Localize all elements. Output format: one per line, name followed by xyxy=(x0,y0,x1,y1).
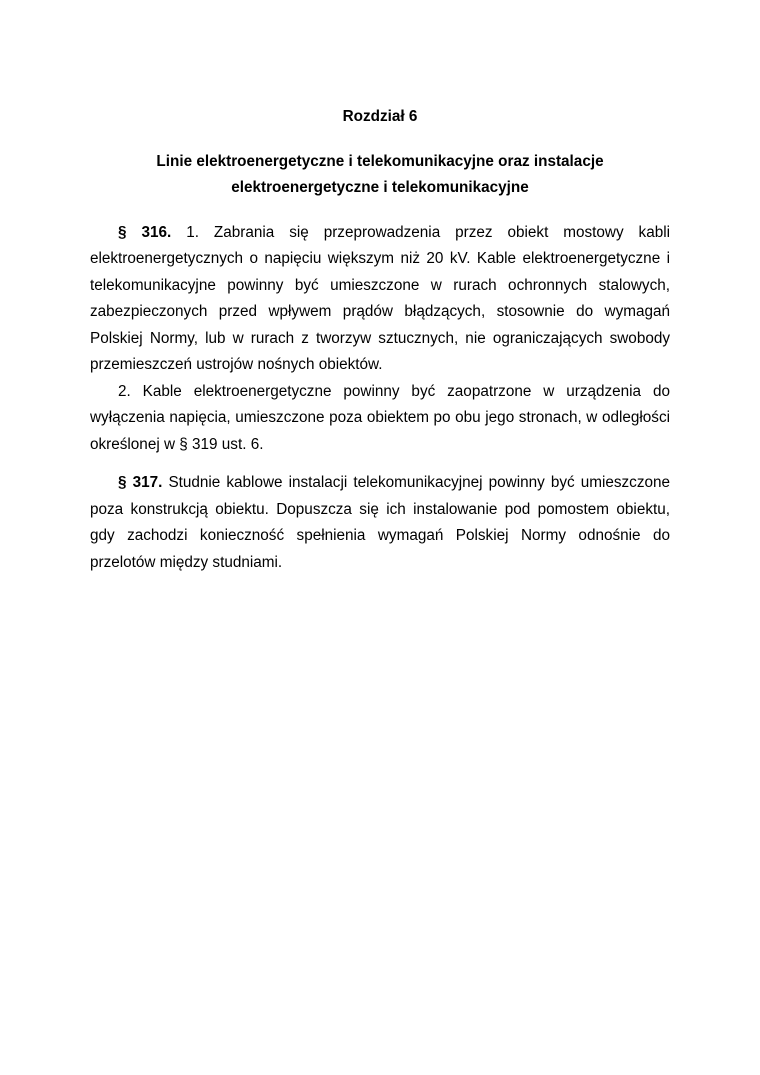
section-317-text-1: Studnie kablowe instalacji telekomunikacyjnej powinny być umieszczone poza konstrukcją obiektu. Dopuszcza się ich instalowanie pod pomostem obiektu, gdy zachodzi konieczność spełnienia wymagań Polskiej Normy odnośnie do przelotów między studniami. xyxy=(90,474,671,571)
section-317 xyxy=(90,470,670,576)
chapter-heading: Rozdział 6 xyxy=(342,108,418,125)
chapter-title-line-1: Linie elektroenergetyczne i telekomunikacyjne oraz instalacje xyxy=(156,152,604,170)
section-316-paragraph-2: 2. Kable elektroenergetyczne powinny być zaopatrzone w urządzenia do wyłączenia napięcia, umieszczone poza obiektem po obu jego stronach, w odległości określonej w § 319 ust. 6. xyxy=(90,382,670,453)
chapter-title-line-2: elektroenergetyczne i telekomunikacyjne xyxy=(231,179,529,196)
section-316-paragraph-1 xyxy=(90,220,670,379)
document-page xyxy=(90,104,670,576)
section-317-number: § 317. xyxy=(118,474,163,491)
section-317-paragraph-1 xyxy=(90,470,670,576)
chapter-title xyxy=(90,149,670,202)
section-316 xyxy=(90,220,670,459)
section-316-text-1: 1. Zabrania się przeprowadzenia przez obiekt mostowy kabli elektroenergetycznych o napięciu większym niż 20 kV. Kable elektroenergetyczne i telekomunikacyjne powinny być umieszczone w rurach ochronnych stalowych, zabezpieczonych przed wpływem prądów błądzących, stosownie do wymagań Polskiej Normy, lub w rurach z tworzyw sztucznych, nie ograniczających swobody przemieszczeń ustrojów nośnych obiektów. xyxy=(90,223,671,373)
section-316-number: § 316. xyxy=(118,223,172,241)
